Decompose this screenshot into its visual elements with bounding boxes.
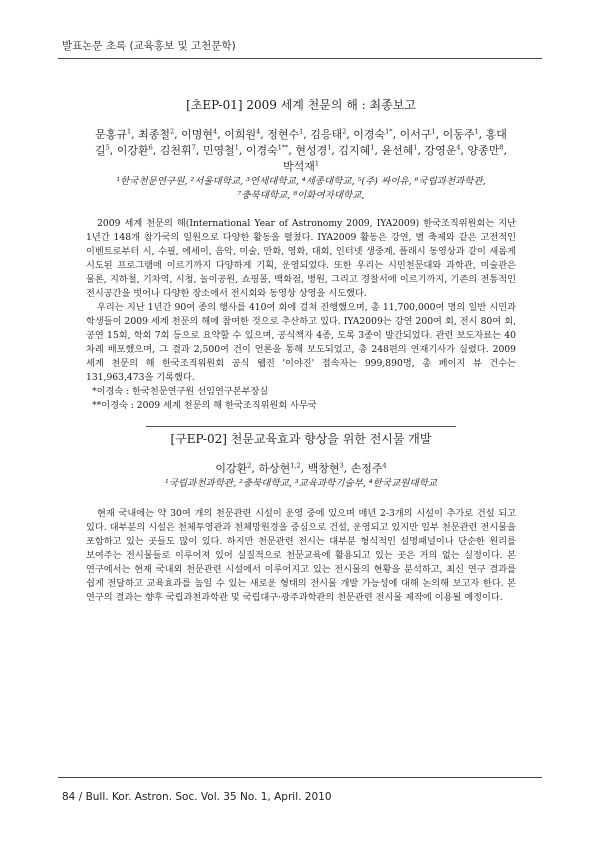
author-affiliation-mark: 7 (191, 143, 196, 152)
author-name: 문홍규 (95, 128, 127, 141)
author-affiliation-mark: 3 (339, 461, 344, 470)
author-affiliation-mark: 1 (431, 127, 436, 136)
author-name: 김천휘 (159, 144, 192, 157)
author-affiliation-mark: 1 (299, 127, 304, 136)
author-name: 박석재 (282, 160, 315, 173)
author-name: 강영운 (424, 144, 457, 157)
footer-rule (58, 777, 542, 778)
author-affiliation-mark: 1 (234, 143, 239, 152)
abstract-2-paragraph-1: 현재 국내에는 약 30여 개의 천문관련 시설이 운영 중에 있으며 매년 2-3개의 시설이 추가로 건설 되고 있다. 대부분의 시설은 천체투영관과 천체망원경을 중심으로 건설, 운영되고 있지만 일부 천문관련 전시물을 포함하고 있는 곳들도 많이 있다. 하지만 천문관련 전시는 대부분 형식적인 설명패널이나 단순한 원리를 보여주는 전시물들로 이루어져 있어 실질적으로 천문교육에 활용되고 있는 곳은 거의 없는 실정이다. 본 연구에서는 현재 국내외 천문관련 시설에서 이루어지고 있는 전시물의 현황을 분석하고, 최신 연구 결과를 쉽게 전달하고 교육효과를 높일 수 있는 새로운 형태의 전시물 개발 가능성에 대해 논의해 보고자 한다. 본 연구의 결과는 향후 국립과천과학관 및 국립대구·광주과학관의 천문관련 전시물 제작에 이용될 예정이다. (86, 508, 516, 603)
author-affiliation-mark: 1 (370, 143, 375, 152)
author-affiliation-mark: 2 (342, 127, 347, 136)
author-affiliation-mark: 1** (277, 143, 289, 152)
abstract-2-authors: 이강환$^2$, 하상현$^{1,2}$, 백창현$^3$, 손정주$^4$ (215, 461, 387, 475)
abstract-1-affiliation-2: ⁷충북대학교, ⁸이화여자대학교, (237, 190, 365, 201)
abstract-1-affiliation-1: ¹한국천문연구원, ²서울대학교, ³연세대학교, ⁴세종대학교, ⁵(주) 싸이유, ⁶국립과천과학관, (116, 176, 486, 187)
author-affiliation-mark: 8 (499, 143, 504, 152)
author-name: 이동주 (442, 128, 475, 141)
author-name: 이강환 (116, 144, 149, 157)
author-name: 양종만 (467, 144, 500, 157)
author-affiliation-mark: 1 (413, 143, 418, 152)
author-affiliation-mark: 4 (213, 127, 218, 136)
abstract-1-paragraph-2: 우리는 지난 1년간 90여 종의 행사를 410여 회에 걸쳐 진행했으며, 총 11,700,000여 명의 일반 시민과 학생들이 2009 세계 천문의 해에 참여한 것으로 추산하고 있다. IYA2009는 강연 200여 회, 전시 80여 회, 공연 15회, 학회 7회 등으로 요약할 수 있으며, 공식책자 4종, 도록 3종이 발간되었다. 관련 보도자료는 40 차례 배포했으며, 그 결과 2,500여 건이 언론을 통해 보도되었고, 총 248편의 연재기사가 실렸다. 2009 세계 천문의 해 한국조직위원회 공식 웹진 '이야진' 접속자는 999,890명, 총 페이지 뷰 건수는 131,963,473을 기록했다. (86, 302, 516, 383)
author-name: 윤선혜 (381, 144, 414, 157)
author-affiliation-mark: 4 (382, 461, 387, 470)
author-affiliation-mark: 1,2 (290, 461, 301, 470)
abstract-1-authors: 문홍규$^1$, 최종철$^2$, 이명현$^4$, 이희원$^4$, 정현수$^1$, 김응태$^2$, 이경숙$^{1*}$, 이서구$^1$, 이동주$^1$, 홍대길$^5$, 이강환$^6$, 김천휘$^7$, 민영철$^1$, 이경숙$^{1**}$, 현성경$^1$, 김지혜$^1$, 윤선혜$^1$, 강영운$^4$, 양종만$^8$, 박석재$^1$ (94, 127, 508, 173)
author-name: 이경숙 (245, 144, 278, 157)
author-affiliation-mark: 1 (314, 159, 320, 168)
author-affiliation-mark: 1 (474, 127, 479, 136)
abstract-1 (86, 96, 516, 412)
abstract-2 (86, 426, 516, 605)
author-affiliation-mark: 2 (170, 127, 175, 136)
author-affiliation-mark: 4 (256, 127, 261, 136)
author-name: 하상현 (258, 462, 291, 475)
abstract-2-affiliation: ¹국립과천과학관, ²충북대학교, ³교육과학기술부, ⁴한국교원대학교 (165, 478, 437, 489)
author-name: 이서구 (399, 128, 432, 141)
author-affiliation-mark: 4 (456, 143, 461, 152)
author-affiliation-mark: 2 (247, 461, 252, 470)
author-name: 이경숙 (353, 128, 386, 141)
author-name: 이희원 (224, 128, 257, 141)
author-affiliation-mark: 1 (327, 143, 332, 152)
footer-citation: 84 / Bull. Kor. Astron. Soc. Vol. 35 No. 1, April. 2010 (62, 791, 332, 803)
author-name: 이명현 (181, 128, 214, 141)
author-name: 현성경 (295, 144, 328, 157)
abstract-1-note-2: **이경숙 : 2009 세계 천문의 해 한국조직위원회 사무국 (92, 399, 317, 411)
author-name: 이강환 (215, 462, 248, 475)
author-name: 백창현 (307, 462, 340, 475)
abstract-1-paragraph-1: 2009 세계 천문의 해(International Year of Astronomy 2009, IYA2009) 한국조직위원회는 지난 1년간 148개 참가국의 일원으로 다양한 활동을 펼쳤다. IYA2009 활동은 강연, 별 축제와 같은 고전적인 이벤트로부터 시, 수필, 에세이, 음악, 미술, 만화, 영화, 대회, 인터넷 생중계, 플래시 동영상과 같이 새롭게 시도된 프로그램에 이르기까지 다양하게 기획, 운영되었다. 또한 우리는 시민천문대와 과학관, 미술관은 물론, 지하철, 기차역, 시청, 놀이공원, 쇼핑몰, 백화점, 병원, 그리고 경찰서에 이르기까지, 기존의 전통적인 전시공간을 벗어나 다양한 장소에서 전시회와 동영상 상영을 시도했다. (86, 218, 516, 299)
author-name: 손정주 (350, 462, 383, 475)
abstract-1-note-1: *이경숙 : 한국천문연구원 선임연구본부장실 (92, 386, 269, 397)
author-affiliation-mark: 5 (105, 143, 110, 152)
running-head: 발표논문 초록 (교육홍보 및 고천문학) (62, 40, 236, 52)
author-name: 최종철 (138, 128, 171, 141)
abstract-1-title: [초EP-01] 2009 세계 천문의 해 : 최종보고 (186, 98, 416, 112)
author-affiliation-mark: 1 (126, 127, 132, 136)
author-name: 김응태 (310, 128, 343, 141)
header-rule (58, 58, 542, 59)
author-name: 홍대길 (94, 128, 507, 157)
author-name: 김지혜 (338, 144, 371, 157)
author-name: 민영철 (202, 144, 235, 157)
abstract-2-title: [구EP-02] 천문교육효과 향상을 위한 전시물 개발 (146, 426, 456, 447)
author-affiliation-mark: 1* (385, 127, 393, 136)
author-name: 정현수 (267, 128, 300, 141)
author-affiliation-mark: 6 (148, 143, 153, 152)
